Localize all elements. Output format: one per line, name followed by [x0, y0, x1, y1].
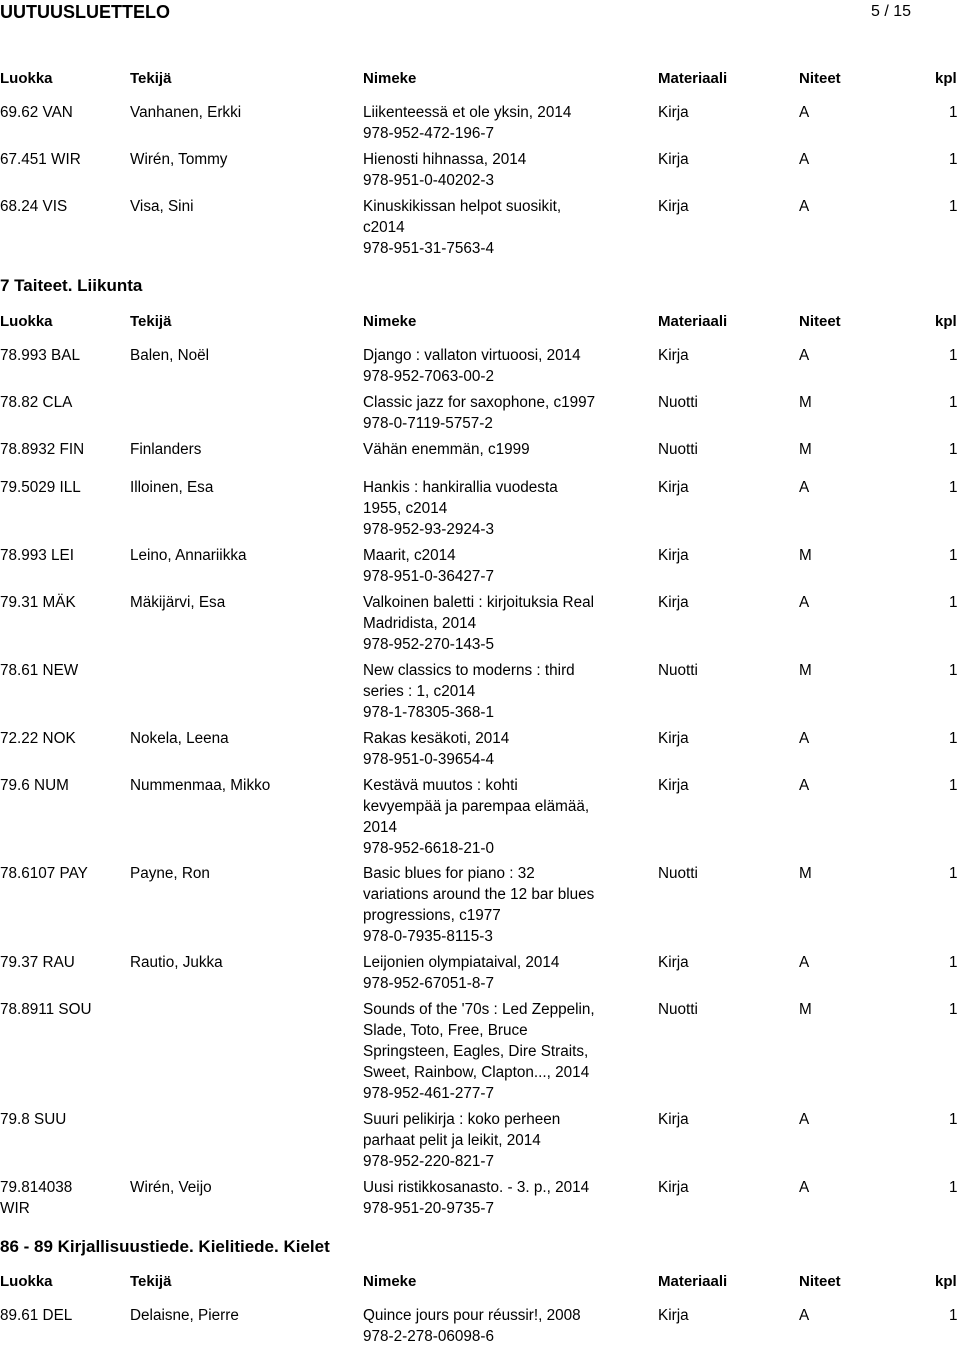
item-isbn: 978-952-220-821-7 [363, 1153, 494, 1170]
item-collection: A [799, 347, 810, 364]
item-count: 1 [949, 1111, 958, 1128]
item-title: c2014 [363, 219, 405, 236]
item-title: Django : vallaton virtuoosi, 2014 [363, 347, 581, 364]
item-count: 1 [949, 954, 958, 971]
item-classification: 79.6 NUM [0, 777, 69, 794]
item-title: Suuri pelikirja : koko perheen [363, 1111, 561, 1128]
item-count: 1 [949, 865, 958, 882]
item-collection: A [799, 198, 810, 215]
item-title: Hankis : hankirallia vuodesta [363, 479, 558, 496]
item-count: 1 [949, 594, 958, 611]
item-isbn: 978-951-0-39654-4 [363, 751, 494, 768]
column-header-luokka: Luokka [0, 1273, 53, 1290]
item-collection: M [799, 441, 812, 458]
item-isbn: 978-951-0-40202-3 [363, 172, 494, 189]
item-material: Kirja [658, 594, 689, 611]
item-author: Nokela, Leena [130, 730, 229, 747]
item-collection: A [799, 479, 810, 496]
item-count: 1 [949, 1307, 958, 1324]
item-title: New classics to moderns : third [363, 662, 575, 679]
item-isbn: 978-951-31-7563-4 [363, 240, 494, 257]
column-header-niteet: Niteet [799, 1273, 841, 1290]
item-author: Delaisne, Pierre [130, 1307, 239, 1324]
item-classification: 78.8932 FIN [0, 441, 85, 458]
item-count: 1 [949, 777, 958, 794]
item-title: Valkoinen baletti : kirjoituksia Real [363, 594, 594, 611]
column-header-nimeke: Nimeke [363, 313, 417, 330]
item-title: Kinuskikissan helpot suosikit, [363, 198, 562, 215]
item-count: 1 [949, 394, 958, 411]
item-author: Illoinen, Esa [130, 479, 214, 496]
item-material: Kirja [658, 479, 689, 496]
item-author: Nummenmaa, Mikko [130, 777, 271, 794]
item-isbn: 978-952-93-2924-3 [363, 521, 494, 538]
item-classification: 78.6107 PAY [0, 865, 88, 882]
page-number: 5 / 15 [871, 3, 912, 20]
item-material: Kirja [658, 730, 689, 747]
column-header-niteet: Niteet [799, 70, 841, 87]
column-header-materiaali: Materiaali [658, 70, 728, 87]
item-classification: 78.82 CLA [0, 394, 73, 411]
item-count: 1 [949, 1179, 958, 1196]
item-classification: 79.5029 ILL [0, 479, 81, 496]
item-collection: M [799, 1001, 812, 1018]
column-header-niteet: Niteet [799, 313, 841, 330]
item-collection: M [799, 547, 812, 564]
item-isbn: 978-951-0-36427-7 [363, 568, 494, 585]
item-material: Kirja [658, 1179, 689, 1196]
item-title: Madridista, 2014 [363, 615, 477, 632]
item-title: Maarit, c2014 [363, 547, 456, 564]
item-material: Kirja [658, 1307, 689, 1324]
item-material: Kirja [658, 1111, 689, 1128]
item-collection: A [799, 730, 810, 747]
item-classification: 78.61 NEW [0, 662, 79, 679]
item-collection: A [799, 1179, 810, 1196]
item-isbn: 978-951-20-9735-7 [363, 1200, 494, 1217]
item-title: Vähän enemmän, c1999 [363, 441, 530, 458]
item-classification: 79.8 SUU [0, 1111, 67, 1128]
item-title: Kestävä muutos : kohti [363, 777, 518, 794]
item-classification: 78.993 LEI [0, 547, 74, 564]
item-material: Kirja [658, 547, 689, 564]
item-classification: 78.8911 SOU [0, 1001, 92, 1018]
item-isbn: 978-952-472-196-7 [363, 125, 494, 142]
item-title: series : 1, c2014 [363, 683, 476, 700]
item-collection: A [799, 1307, 810, 1324]
item-title: Hienosti hihnassa, 2014 [363, 151, 527, 168]
item-material: Nuotti [658, 394, 698, 411]
item-collection: A [799, 777, 810, 794]
column-header-kpl: kpl [935, 70, 957, 87]
column-header-kpl: kpl [935, 1273, 957, 1290]
item-author: Vanhanen, Erkki [130, 104, 242, 121]
item-classification: 67.451 WIR [0, 151, 81, 168]
column-header-materiaali: Materiaali [658, 313, 728, 330]
item-title: Leijonien olympiataival, 2014 [363, 954, 560, 971]
item-classification: 72.22 NOK [0, 730, 76, 747]
item-classification: WIR [0, 1200, 30, 1217]
item-author: Wirén, Veijo [130, 1179, 212, 1196]
item-material: Nuotti [658, 865, 698, 882]
item-material: Kirja [658, 198, 689, 215]
item-title: Rakas kesäkoti, 2014 [363, 730, 510, 747]
item-title: Springsteen, Eagles, Dire Straits, [363, 1043, 589, 1060]
column-header-luokka: Luokka [0, 70, 53, 87]
column-header-materiaali: Materiaali [658, 1273, 728, 1290]
item-count: 1 [949, 1001, 958, 1018]
item-title: Basic blues for piano : 32 [363, 865, 535, 882]
item-collection: M [799, 662, 812, 679]
item-title: Liikenteessä et ole yksin, 2014 [363, 104, 572, 121]
item-isbn: 978-0-7935-8115-3 [363, 928, 493, 945]
item-title: Sounds of the '70s : Led Zeppelin, [363, 1001, 595, 1018]
item-isbn: 978-952-270-143-5 [363, 636, 494, 653]
column-header-luokka: Luokka [0, 313, 53, 330]
section-title: 7 Taiteet. Liikunta [0, 276, 143, 295]
item-count: 1 [949, 730, 958, 747]
item-isbn: 978-952-7063-00-2 [363, 368, 494, 385]
column-header-tekija: Tekijä [130, 70, 172, 87]
item-material: Kirja [658, 151, 689, 168]
item-classification: 68.24 VIS [0, 198, 68, 215]
item-isbn: 978-1-78305-368-1 [363, 704, 494, 721]
item-author: Balen, Noël [130, 347, 210, 364]
item-title: Sweet, Rainbow, Clapton..., 2014 [363, 1064, 590, 1081]
item-author: Wirén, Tommy [130, 151, 228, 168]
item-isbn: 978-952-461-277-7 [363, 1085, 494, 1102]
column-header-tekija: Tekijä [130, 313, 172, 330]
item-collection: A [799, 954, 810, 971]
item-count: 1 [949, 547, 958, 564]
item-classification: 89.61 DEL [0, 1307, 73, 1324]
item-collection: M [799, 394, 812, 411]
item-title: variations around the 12 bar blues [363, 886, 595, 903]
item-classification: 69.62 VAN [0, 104, 73, 121]
item-author: Finlanders [130, 441, 202, 458]
item-author: Payne, Ron [130, 865, 210, 882]
item-classification: 78.993 BAL [0, 347, 80, 364]
item-count: 1 [949, 151, 958, 168]
item-title: 1955, c2014 [363, 500, 448, 517]
page-title: UUTUUSLUETTELO [0, 2, 170, 22]
item-classification: 79.37 RAU [0, 954, 75, 971]
item-count: 1 [949, 662, 958, 679]
column-header-tekija: Tekijä [130, 1273, 172, 1290]
item-count: 1 [949, 198, 958, 215]
item-material: Kirja [658, 104, 689, 121]
item-title: Slade, Toto, Free, Bruce [363, 1022, 528, 1039]
item-count: 1 [949, 479, 958, 496]
item-author: Visa, Sini [130, 198, 194, 215]
item-author: Mäkijärvi, Esa [130, 594, 226, 611]
item-title: parhaat pelit ja leikit, 2014 [363, 1132, 541, 1149]
item-title: Quince jours pour réussir!, 2008 [363, 1307, 581, 1324]
column-header-kpl: kpl [935, 313, 957, 330]
item-collection: A [799, 151, 810, 168]
item-count: 1 [949, 104, 958, 121]
item-material: Nuotti [658, 441, 698, 458]
item-title: Uusi ristikkosanasto. - 3. p., 2014 [363, 1179, 590, 1196]
item-collection: A [799, 594, 810, 611]
item-author: Rautio, Jukka [130, 954, 223, 971]
item-isbn: 978-2-278-06098-6 [363, 1328, 494, 1345]
item-material: Kirja [658, 777, 689, 794]
item-isbn: 978-0-7119-5757-2 [363, 415, 493, 432]
section-title: 86 - 89 Kirjallisuustiede. Kielitiede. Kielet [0, 1237, 330, 1256]
item-collection: M [799, 865, 812, 882]
item-classification: 79.31 MÄK [0, 594, 76, 611]
item-material: Nuotti [658, 1001, 698, 1018]
column-header-nimeke: Nimeke [363, 1273, 417, 1290]
item-isbn: 978-952-6618-21-0 [363, 840, 494, 857]
item-material: Kirja [658, 954, 689, 971]
item-title: progressions, c1977 [363, 907, 501, 924]
item-collection: A [799, 104, 810, 121]
item-collection: A [799, 1111, 810, 1128]
item-title: kevyempää ja parempaa elämää, [363, 798, 590, 815]
item-isbn: 978-952-67051-8-7 [363, 975, 494, 992]
column-header-nimeke: Nimeke [363, 70, 417, 87]
item-count: 1 [949, 441, 958, 458]
item-count: 1 [949, 347, 958, 364]
item-material: Kirja [658, 347, 689, 364]
item-title: 2014 [363, 819, 398, 836]
item-classification: 79.814038 [0, 1179, 73, 1196]
item-material: Nuotti [658, 662, 698, 679]
item-author: Leino, Annariikka [130, 547, 247, 564]
item-title: Classic jazz for saxophone, c1997 [363, 394, 596, 411]
